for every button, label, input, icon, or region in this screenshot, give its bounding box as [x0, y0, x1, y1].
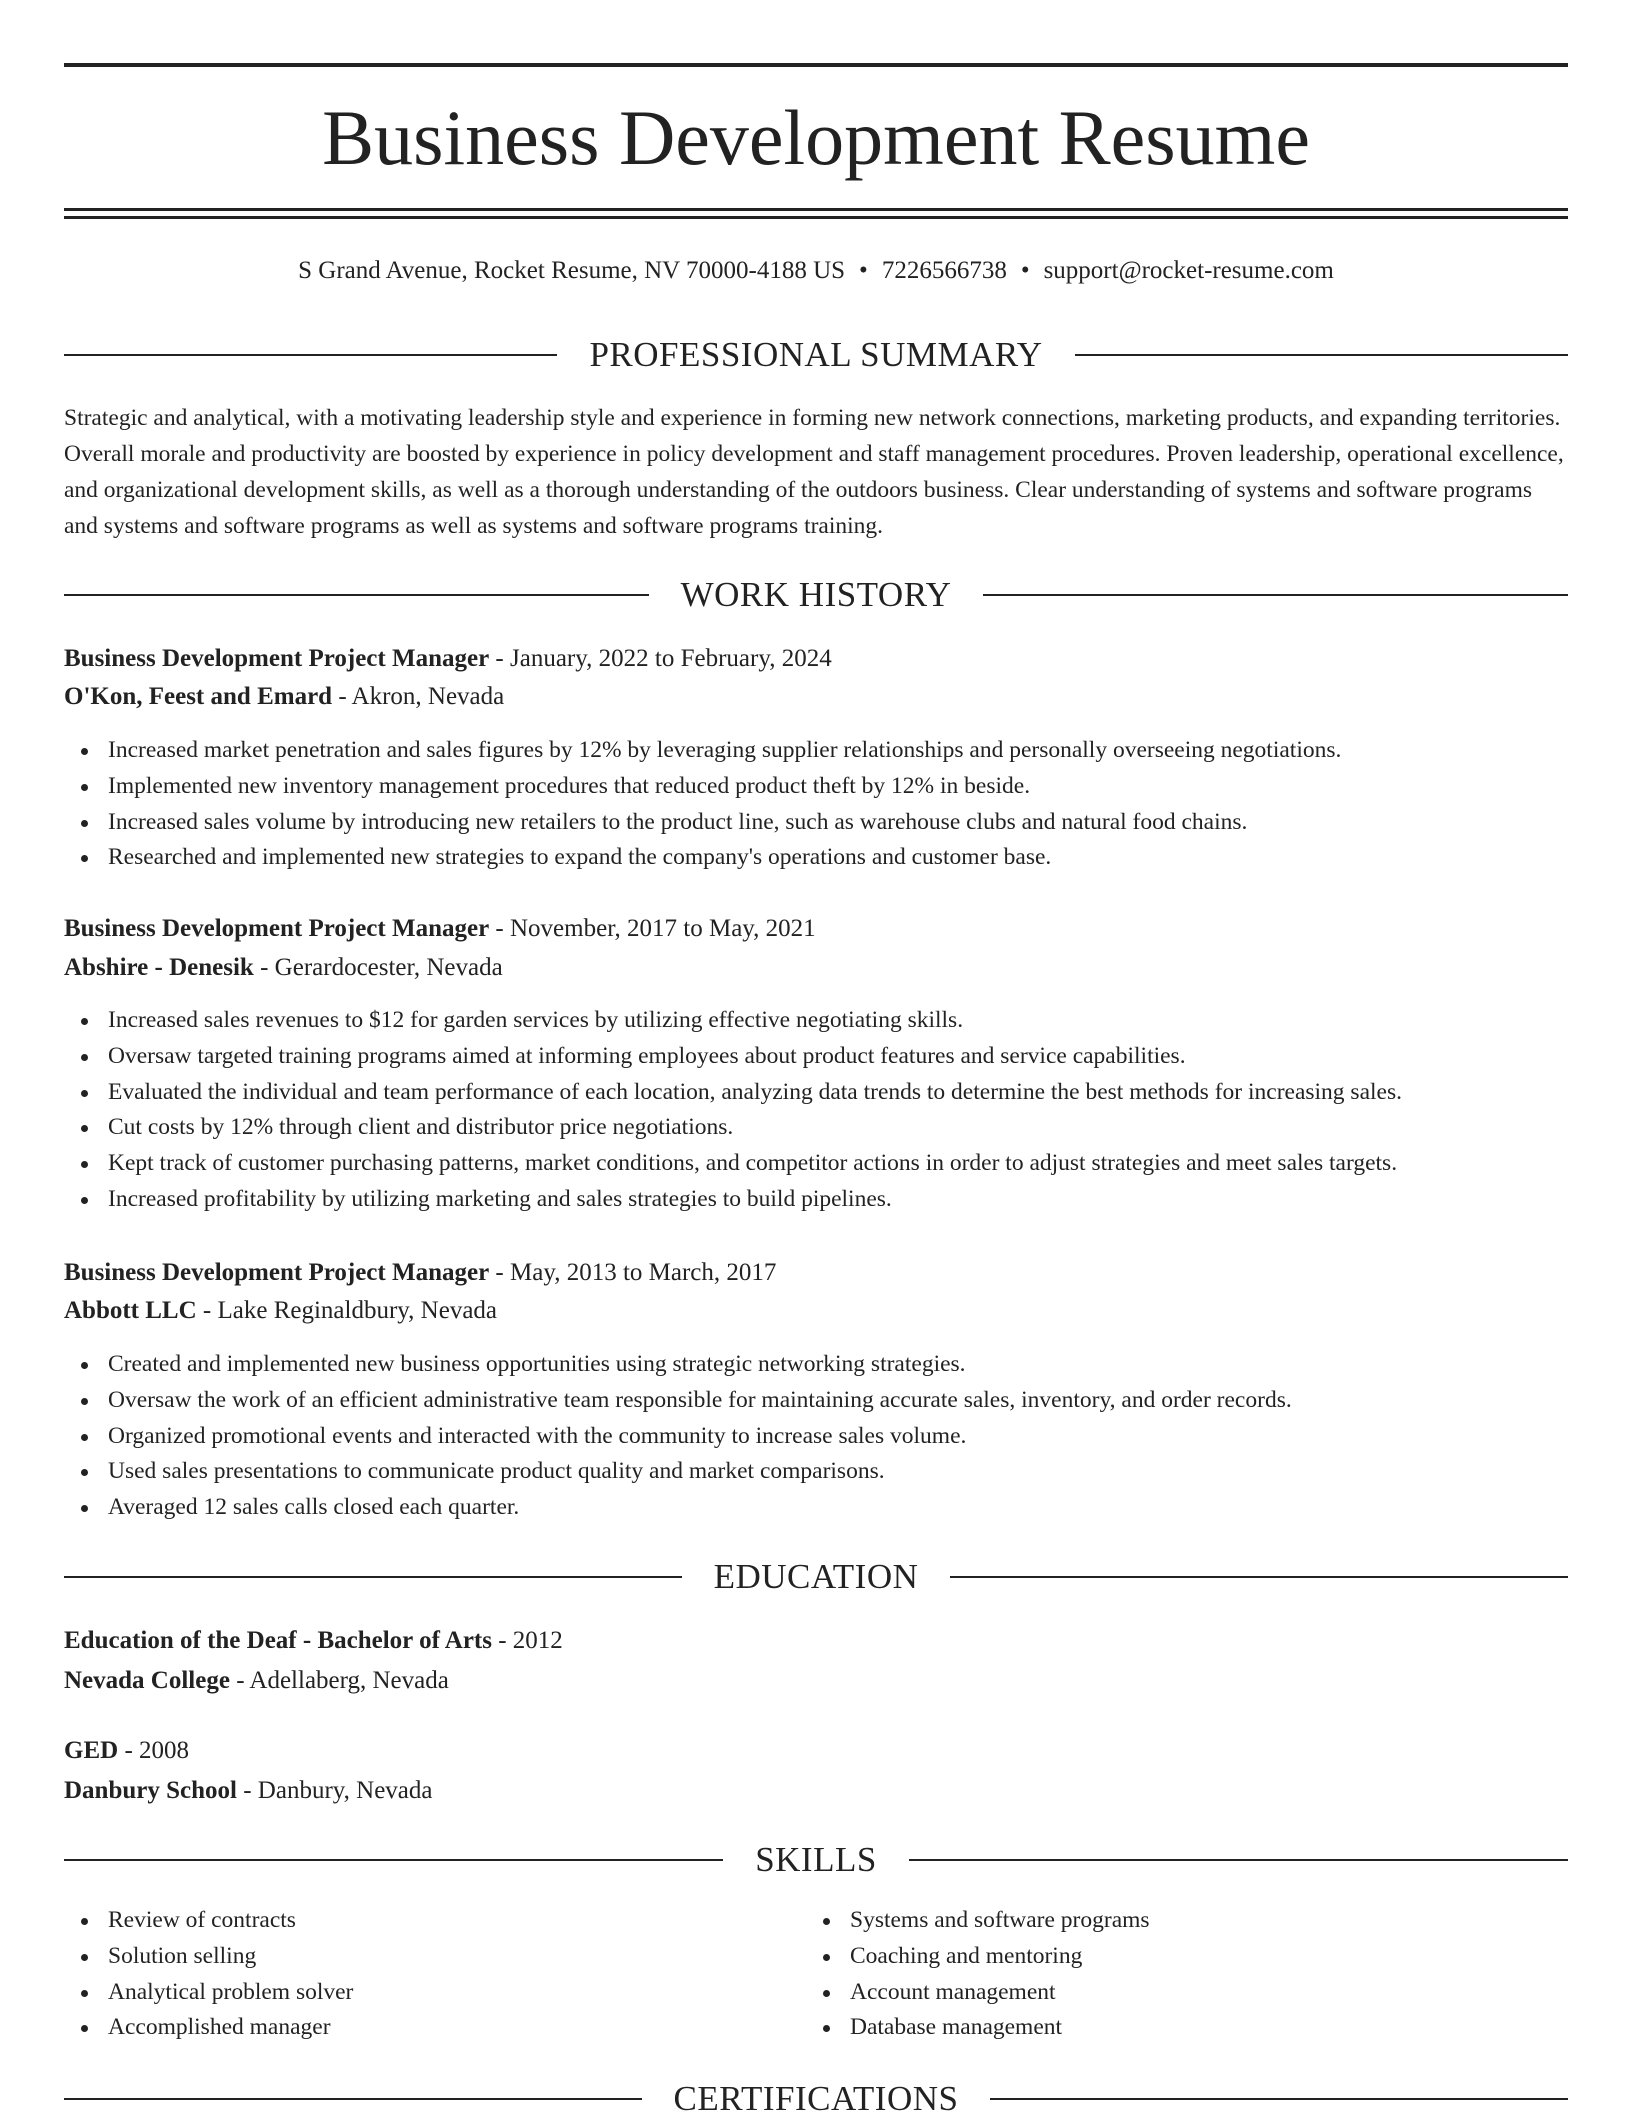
- job-location: - Akron, Nevada: [332, 683, 505, 710]
- job-title: Business Development Project Manager: [64, 1259, 490, 1286]
- education-year: - 2008: [118, 1737, 190, 1764]
- contact-line: [64, 254, 1568, 288]
- list-item: Oversaw targeted training programs aimed at informing employees about product features and service capabilities.: [64, 1039, 1568, 1075]
- list-item: Averaged 12 sales calls closed each quarter.: [64, 1490, 1568, 1526]
- page-title: Business Development Resume: [322, 94, 1310, 181]
- skills-list-left: [64, 1903, 804, 2046]
- education-school-line: [64, 1664, 1568, 1698]
- contact-email: support@rocket-resume.com: [1043, 257, 1334, 284]
- list-item: Used sales presentations to communicate product quality and market comparisons.: [64, 1454, 1568, 1490]
- list-item: Researched and implemented new strategies to expand the company's operations and customer base.: [64, 840, 1568, 876]
- list-item: Increased profitability by utilizing marketing and sales strategies to build pipelines.: [64, 1182, 1568, 1218]
- job-dates: - May, 2013 to March, 2017: [489, 1259, 777, 1286]
- list-item: Systems and software programs: [806, 1903, 1546, 1939]
- job-bullet-list: [64, 1003, 1568, 1218]
- heading-rule: [64, 1859, 723, 1861]
- skills-list-right: [806, 1903, 1546, 2046]
- title-rule-lower: [64, 216, 1568, 219]
- job-location: - Lake Reginaldbury, Nevada: [196, 1297, 498, 1324]
- job-company-line: [64, 951, 1568, 985]
- list-item: Review of contracts: [64, 1903, 804, 1939]
- contact-separator: •: [1020, 257, 1030, 284]
- heading-rule: [950, 1576, 1568, 1578]
- contact-address: S Grand Avenue, Rocket Resume, NV 70000-4188 US: [298, 257, 846, 284]
- education-degree-line: [64, 1734, 1568, 1768]
- section-title: SKILLS: [755, 1840, 877, 1879]
- heading-rule: [64, 2098, 642, 2100]
- section-heading-education: [64, 1555, 1568, 1599]
- list-item: Coaching and mentoring: [806, 1939, 1546, 1975]
- list-item: Cut costs by 12% through client and distributor price negotiations.: [64, 1110, 1568, 1146]
- education-degree: GED: [64, 1737, 119, 1764]
- list-item: Kept track of customer purchasing patterns, market conditions, and competitor actions in order to adjust strategies and meet sales targets.: [64, 1146, 1568, 1182]
- education-year: - 2012: [491, 1627, 563, 1654]
- heading-rule: [64, 594, 649, 596]
- list-item: Created and implemented new business opportunities using strategic networking strategies.: [64, 1347, 1568, 1383]
- section-heading-summary: [64, 333, 1568, 377]
- list-item: Increased market penetration and sales figures by 12% by leveraging supplier relationships and personally overseeing negotiations.: [64, 733, 1568, 769]
- list-item: Implemented new inventory management procedures that reduced product theft by 12% in beside.: [64, 769, 1568, 805]
- education-location: - Adellaberg, Nevada: [229, 1667, 449, 1694]
- heading-rule: [990, 2098, 1568, 2100]
- top-rule: [64, 63, 1568, 67]
- job-dates: - January, 2022 to February, 2024: [489, 645, 832, 672]
- section-heading-certifications: [64, 2077, 1568, 2121]
- job-title: Business Development Project Manager: [64, 915, 490, 942]
- list-item: Account management: [806, 1975, 1546, 2011]
- education-degree-line: [64, 1624, 1568, 1658]
- list-item: Oversaw the work of an efficient administrative team responsible for maintaining accurate sales, inventory, and order records.: [64, 1383, 1568, 1419]
- education-school: Nevada College: [64, 1667, 230, 1694]
- section-title: PROFESSIONAL SUMMARY: [589, 335, 1043, 374]
- heading-rule: [64, 1576, 682, 1578]
- list-item: Solution selling: [64, 1939, 804, 1975]
- education-school: Danbury School: [64, 1777, 237, 1804]
- education-school-line: [64, 1774, 1568, 1808]
- job-company: O'Kon, Feest and Emard: [64, 683, 333, 710]
- summary-paragraph: Strategic and analytical, with a motivating leadership style and experience in forming new network connections, marketing products, and expanding territories. Overall morale and productivity are boosted by experience in policy development and staff management procedures. Proven leadership, operational excellence, and organizational development skills, as well as a thorough understanding of the outdoors business. Clear understanding of systems and software programs and systems and software programs as well as systems and software programs training.: [64, 405, 1564, 539]
- section-heading-skills: [64, 1838, 1568, 1882]
- heading-rule: [1075, 354, 1568, 356]
- heading-rule: [983, 594, 1568, 596]
- job-title-line: [64, 642, 1568, 676]
- job-company-line: [64, 1294, 1568, 1328]
- job-title: Business Development Project Manager: [64, 645, 490, 672]
- job-bullet-list: [64, 733, 1568, 876]
- job-company: Abbott LLC: [64, 1297, 197, 1324]
- section-heading-work-history: [64, 573, 1568, 617]
- section-title: CERTIFICATIONS: [673, 2079, 959, 2118]
- job-location: - Gerardocester, Nevada: [253, 954, 503, 981]
- education-location: - Danbury, Nevada: [236, 1777, 433, 1804]
- list-item: Analytical problem solver: [64, 1975, 804, 2011]
- contact-phone: 7226566738: [881, 257, 1007, 284]
- heading-rule: [909, 1859, 1568, 1861]
- job-dates: - November, 2017 to May, 2021: [489, 915, 816, 942]
- heading-rule: [64, 354, 557, 356]
- list-item: Evaluated the individual and team performance of each location, analyzing data trends to determine the best methods for increasing sales.: [64, 1075, 1568, 1111]
- list-item: Increased sales revenues to $12 for garden services by utilizing effective negotiating skills.: [64, 1003, 1568, 1039]
- contact-separator: •: [859, 257, 868, 284]
- list-item: Organized promotional events and interacted with the community to increase sales volume.: [64, 1419, 1568, 1455]
- education-degree: Education of the Deaf - Bachelor of Arts: [64, 1627, 492, 1654]
- job-company-line: [64, 680, 1568, 714]
- job-title-line: [64, 912, 1568, 946]
- list-item: Accomplished manager: [64, 2010, 804, 2046]
- section-title: EDUCATION: [713, 1557, 919, 1596]
- job-company: Abshire - Denesik: [64, 954, 254, 981]
- title-rule-upper: [64, 208, 1568, 211]
- job-bullet-list: [64, 1347, 1568, 1526]
- job-title-line: [64, 1256, 1568, 1290]
- section-title: WORK HISTORY: [680, 575, 952, 614]
- list-item: Increased sales volume by introducing new retailers to the product line, such as warehouse clubs and natural food chains.: [64, 805, 1568, 841]
- list-item: Database management: [806, 2010, 1546, 2046]
